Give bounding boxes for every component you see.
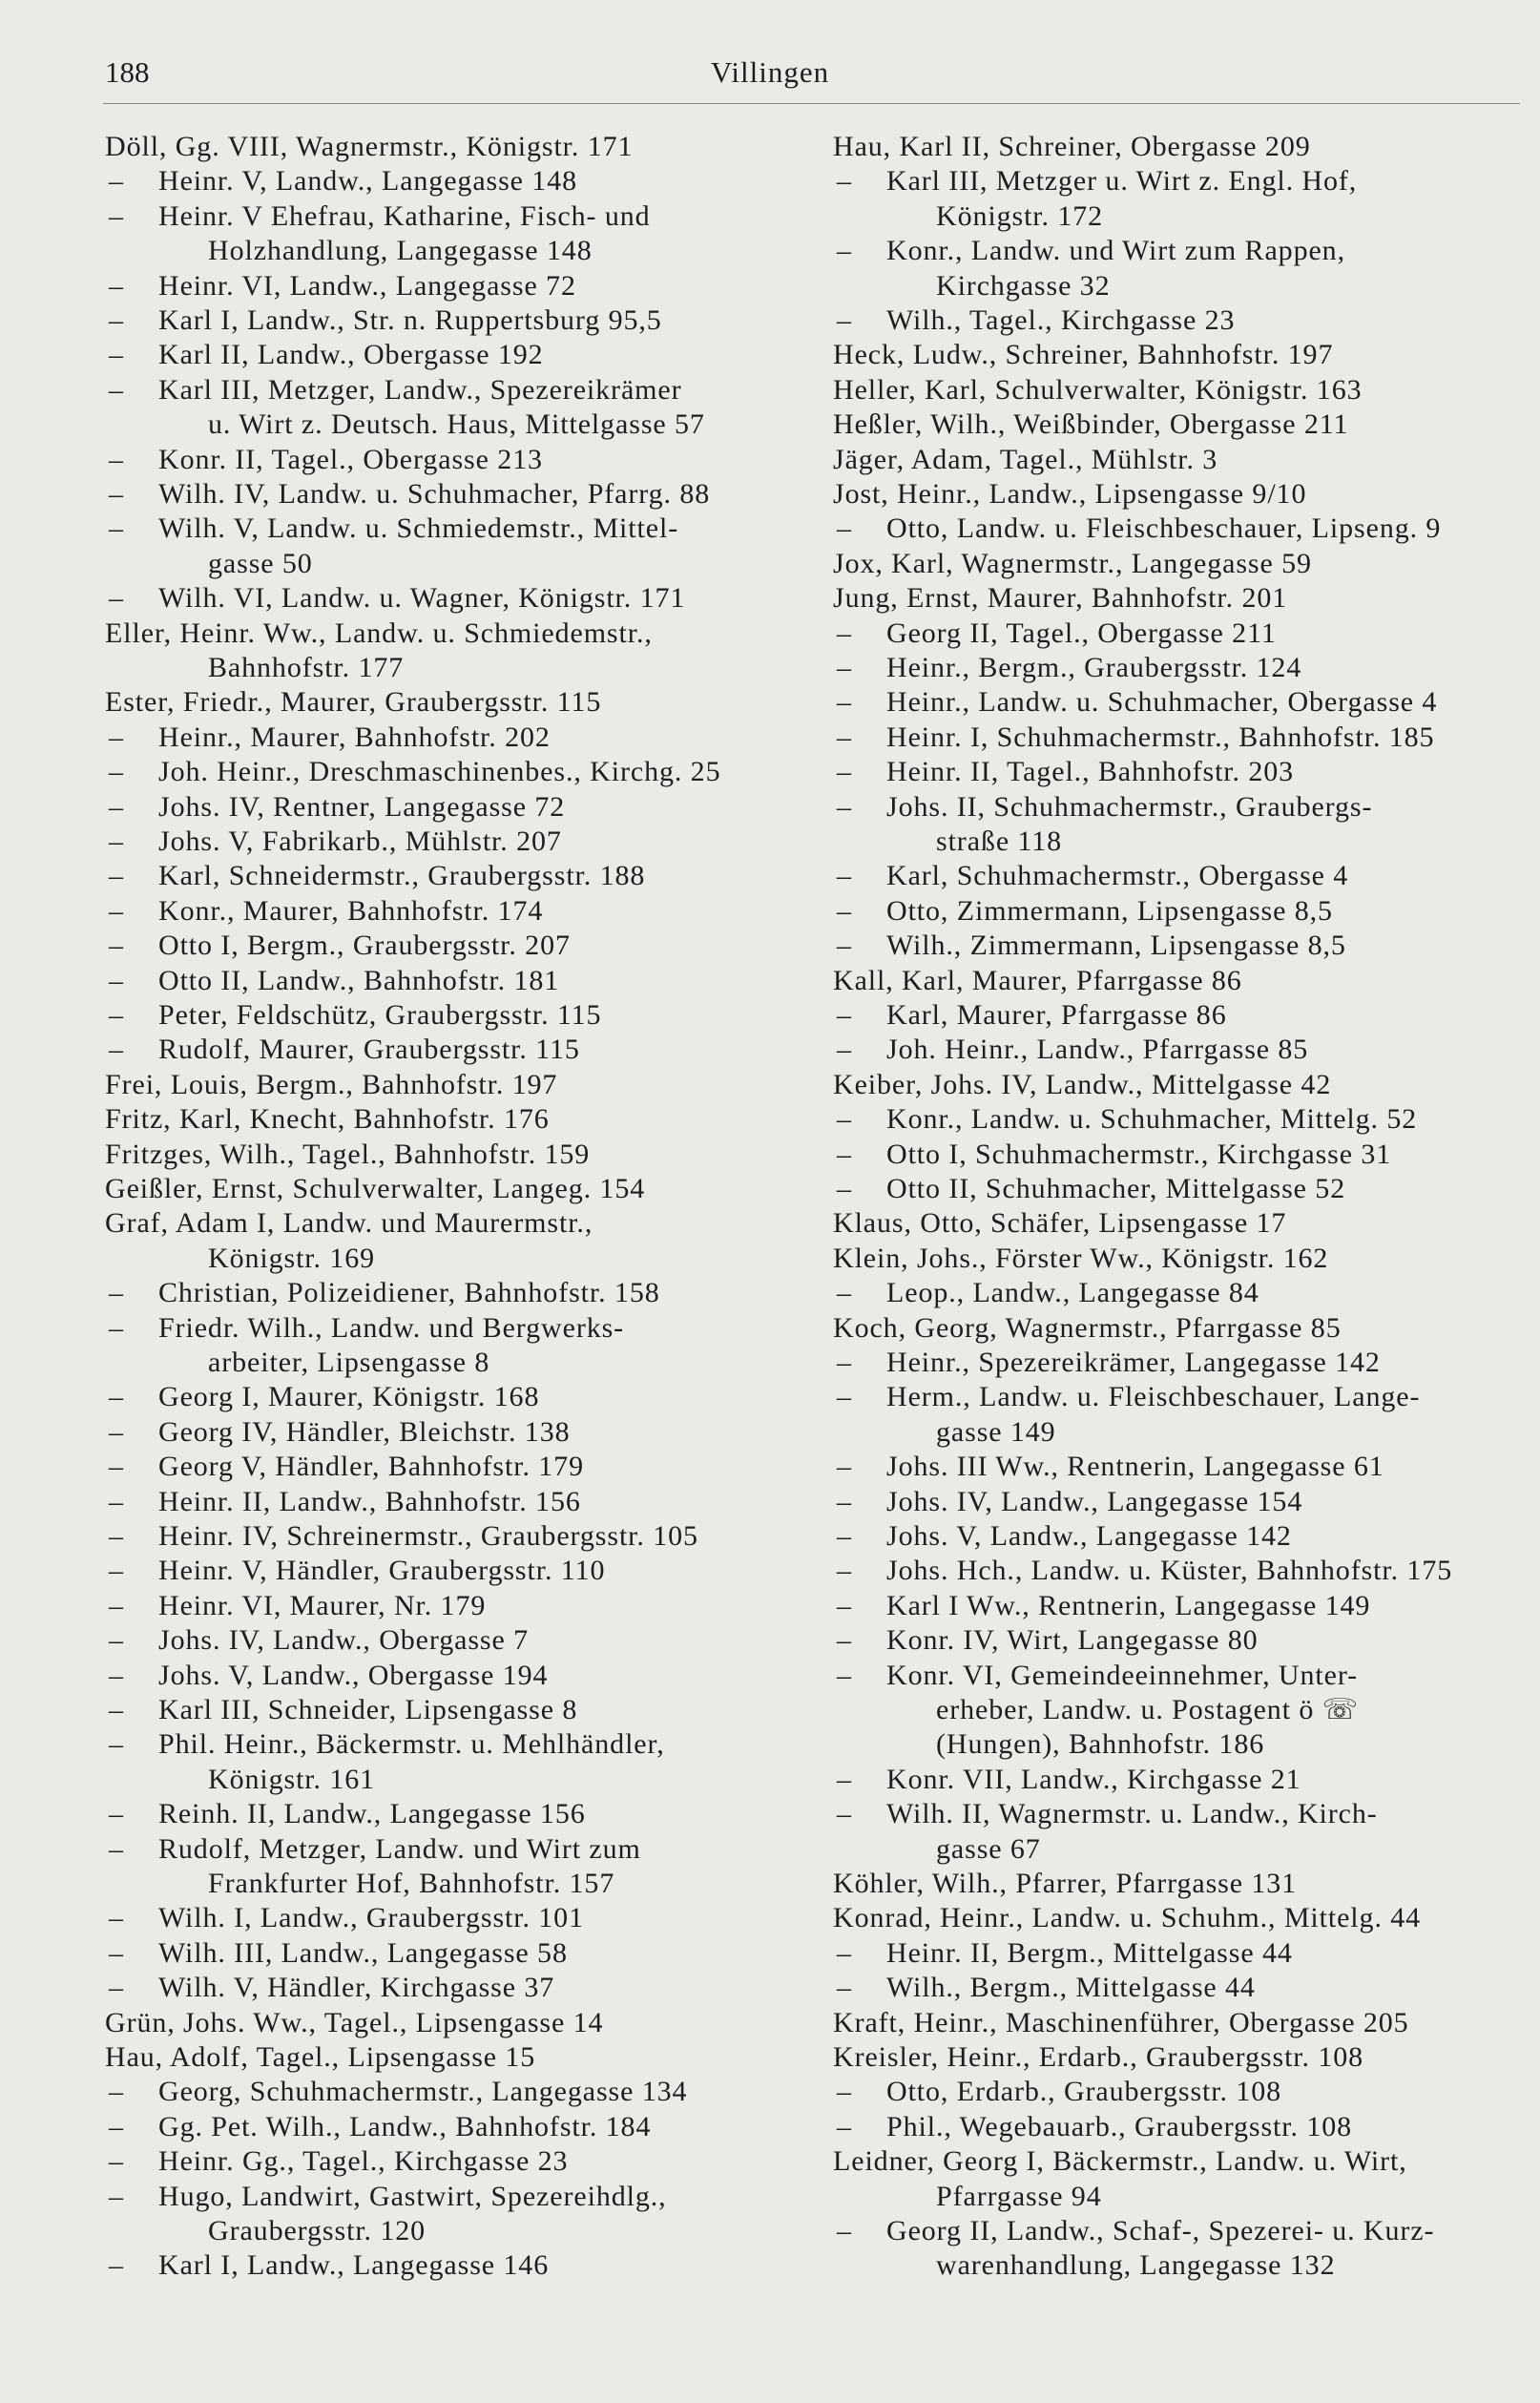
directory-subentry: Otto I, Bergm., Graubergsstr. 207 bbox=[158, 930, 571, 962]
directory-subentry: Wilh. III, Landw., Langegasse 58 bbox=[158, 1936, 568, 1969]
entry-continuation: gasse 50 bbox=[208, 547, 313, 579]
ditto-dash: – bbox=[109, 1589, 124, 1621]
directory-subentry: Heinr. II, Bergm., Mittelgasse 44 bbox=[886, 1936, 1293, 1969]
ditto-dash: – bbox=[837, 1034, 852, 1066]
directory-subentry: Joh. Heinr., Dreschmaschinenbes., Kirchg. 25 bbox=[158, 756, 721, 788]
directory-subentry: Heinr. II, Landw., Bahnhofstr. 156 bbox=[158, 1485, 581, 1517]
ditto-dash: – bbox=[109, 2180, 124, 2212]
directory-subentry: Heinr. II, Tagel., Bahnhofstr. 203 bbox=[886, 756, 1295, 788]
ditto-dash: – bbox=[837, 721, 852, 753]
ditto-dash: – bbox=[109, 1832, 124, 1865]
ditto-dash: – bbox=[837, 1798, 852, 1830]
ditto-dash: – bbox=[837, 165, 852, 198]
directory-entry: Kall, Karl, Maurer, Pfarrgasse 86 bbox=[833, 964, 1242, 996]
entry-continuation: Frankfurter Hof, Bahnhofstr. 157 bbox=[208, 1868, 615, 1899]
ditto-dash: – bbox=[837, 304, 852, 336]
ditto-dash: – bbox=[109, 512, 124, 545]
directory-subentry: Otto, Erdarb., Graubergsstr. 108 bbox=[886, 2076, 1282, 2108]
directory-subentry: Joh. Heinr., Landw., Pfarrgasse 85 bbox=[886, 1034, 1309, 1066]
entry-continuation: Graubergsstr. 120 bbox=[208, 2215, 427, 2246]
directory-subentry: Johs. IV, Rentner, Langegasse 72 bbox=[158, 790, 566, 823]
entry-continuation: Holzhandlung, Langegasse 148 bbox=[208, 235, 593, 267]
directory-entry: Frei, Louis, Bergm., Bahnhofstr. 197 bbox=[105, 1068, 558, 1100]
ditto-dash: – bbox=[837, 2110, 852, 2142]
entry-continuation: Pfarrgasse 94 bbox=[936, 2180, 1102, 2212]
ditto-dash: – bbox=[109, 1902, 124, 1934]
directory-subentry: Otto, Zimmermann, Lipsengasse 8,5 bbox=[886, 894, 1333, 927]
ditto-dash: – bbox=[109, 1381, 124, 1413]
ditto-dash: – bbox=[837, 1381, 852, 1413]
directory-subentry: Wilh. V, Landw. u. Schmiedemstr., Mittel- bbox=[158, 512, 679, 545]
ditto-dash: – bbox=[837, 1138, 852, 1170]
directory-entry: Fritzges, Wilh., Tagel., Bahnhofstr. 159 bbox=[105, 1138, 591, 1170]
directory-subentry: Johs. V, Fabrikarb., Mühlstr. 207 bbox=[158, 825, 562, 857]
directory-subentry: Karl, Schneidermstr., Graubergsstr. 188 bbox=[158, 860, 646, 892]
ditto-dash: – bbox=[109, 443, 124, 475]
ditto-dash: – bbox=[109, 1451, 124, 1483]
ditto-dash: – bbox=[837, 860, 852, 892]
directory-subentry: Karl II, Landw., Obergasse 192 bbox=[158, 339, 544, 371]
directory-subentry: Karl, Schuhmachermstr., Obergasse 4 bbox=[886, 860, 1349, 892]
directory-subentry: Phil. Heinr., Bäckermstr. u. Mehlhändler, bbox=[158, 1728, 665, 1761]
ditto-dash: – bbox=[837, 999, 852, 1031]
page-title: Villingen bbox=[710, 55, 830, 89]
directory-subentry: Gg. Pet. Wilh., Landw., Bahnhofstr. 184 bbox=[158, 2110, 652, 2142]
ditto-dash: – bbox=[109, 478, 124, 510]
directory-subentry: Phil., Wegebauarb., Graubergsstr. 108 bbox=[886, 2110, 1353, 2142]
directory-subentry: Georg II, Landw., Schaf-, Spezerei- u. Kurz- bbox=[886, 2215, 1435, 2246]
directory-entry: Jost, Heinr., Landw., Lipsengasse 9/10 bbox=[833, 478, 1307, 510]
ditto-dash: – bbox=[109, 165, 124, 198]
directory-entry: Koch, Georg, Wagnermstr., Pfarrgasse 85 bbox=[833, 1311, 1342, 1344]
directory-subentry: Konr., Landw. u. Schuhmacher, Mittelg. 52 bbox=[886, 1103, 1418, 1136]
ditto-dash: – bbox=[837, 2215, 852, 2246]
ditto-dash: – bbox=[837, 512, 852, 545]
directory-entry: Keiber, Johs. IV, Landw., Mittelgasse 42 bbox=[833, 1068, 1332, 1100]
directory-subentry: Heinr. VI, Landw., Langegasse 72 bbox=[158, 269, 576, 302]
ditto-dash: – bbox=[109, 721, 124, 753]
directory-subentry: Heinr. V, Landw., Langegasse 148 bbox=[158, 165, 577, 198]
directory-subentry: Johs. IV, Landw., Langegasse 154 bbox=[886, 1485, 1303, 1517]
directory-subentry: Heinr. IV, Schreinermstr., Graubergsstr. 105 bbox=[158, 1520, 698, 1552]
directory-subentry: Wilh., Bergm., Mittelgasse 44 bbox=[886, 1972, 1256, 2004]
ditto-dash: – bbox=[109, 930, 124, 962]
ditto-dash: – bbox=[837, 1589, 852, 1621]
ditto-dash: – bbox=[109, 1694, 124, 1725]
ditto-dash: – bbox=[109, 790, 124, 823]
directory-subentry: Konr., Maurer, Bahnhofstr. 174 bbox=[158, 894, 544, 927]
entry-continuation: gasse 149 bbox=[936, 1415, 1056, 1448]
directory-subentry: Reinh. II, Landw., Langegasse 156 bbox=[158, 1798, 586, 1830]
directory-subentry: Georg, Schuhmachermstr., Langegasse 134 bbox=[158, 2076, 688, 2108]
directory-subentry: Johs. II, Schuhmachermstr., Graubergs- bbox=[886, 790, 1373, 823]
entry-continuation: (Hungen), Bahnhofstr. 186 bbox=[936, 1728, 1265, 1761]
directory-subentry: Konr. IV, Wirt, Langegasse 80 bbox=[886, 1624, 1259, 1657]
directory-subentry: Georg II, Tagel., Obergasse 211 bbox=[886, 616, 1277, 649]
directory-subentry: Herm., Landw. u. Fleischbeschauer, Lange- bbox=[886, 1381, 1421, 1413]
directory-entry: Döll, Gg. VIII, Wagnermstr., Königstr. 171 bbox=[105, 131, 634, 162]
entry-continuation: straße 118 bbox=[936, 825, 1063, 857]
ditto-dash: – bbox=[109, 1520, 124, 1552]
entry-continuation: arbeiter, Lipsengasse 8 bbox=[208, 1347, 490, 1378]
ditto-dash: – bbox=[837, 235, 852, 267]
directory-entry: Klaus, Otto, Schäfer, Lipsengasse 17 bbox=[833, 1207, 1287, 1240]
ditto-dash: – bbox=[837, 894, 852, 927]
ditto-dash: – bbox=[109, 339, 124, 371]
entry-continuation: u. Wirt z. Deutsch. Haus, Mittelgasse 57 bbox=[208, 408, 705, 441]
ditto-dash: – bbox=[109, 860, 124, 892]
ditto-dash: – bbox=[837, 1103, 852, 1136]
header-rule bbox=[103, 103, 1520, 104]
directory-entry: Kreisler, Heinr., Erdarb., Graubergsstr. 108 bbox=[833, 2041, 1364, 2073]
directory-subentry: Heinr. V, Händler, Graubergsstr. 110 bbox=[158, 1555, 606, 1587]
entry-continuation: erheber, Landw. u. Postagent ö ☏ bbox=[936, 1694, 1360, 1725]
directory-subentry: Johs. III Ww., Rentnerin, Langegasse 61 bbox=[886, 1451, 1384, 1483]
directory-entry: Heßler, Wilh., Weißbinder, Obergasse 211 bbox=[833, 408, 1349, 441]
directory-subentry: Johs. IV, Landw., Obergasse 7 bbox=[158, 1624, 530, 1657]
directory-subentry: Heinr., Maurer, Bahnhofstr. 202 bbox=[158, 721, 551, 753]
directory-subentry: Konr. II, Tagel., Obergasse 213 bbox=[158, 443, 543, 475]
directory-subentry: Wilh. II, Wagnermstr. u. Landw., Kirch- bbox=[886, 1798, 1378, 1830]
ditto-dash: – bbox=[837, 1659, 852, 1691]
directory-entry: Heck, Ludw., Schreiner, Bahnhofstr. 197 bbox=[833, 339, 1334, 371]
directory-subentry: Georg V, Händler, Bahnhofstr. 179 bbox=[158, 1451, 584, 1483]
directory-subentry: Johs. V, Landw., Obergasse 194 bbox=[158, 1659, 549, 1691]
ditto-dash: – bbox=[837, 1936, 852, 1969]
ditto-dash: – bbox=[837, 1972, 852, 2004]
entry-continuation: Bahnhofstr. 177 bbox=[208, 652, 405, 683]
directory-entry: Kraft, Heinr., Maschinenführer, Obergasse 205 bbox=[833, 2006, 1409, 2038]
ditto-dash: – bbox=[109, 373, 124, 406]
ditto-dash: – bbox=[837, 1173, 852, 1204]
ditto-dash: – bbox=[109, 1624, 124, 1657]
entry-continuation: gasse 67 bbox=[936, 1832, 1041, 1865]
directory-entry: Geißler, Ernst, Schulverwalter, Langeg. 154 bbox=[105, 1173, 646, 1204]
directory-subentry: Peter, Feldschütz, Graubergsstr. 115 bbox=[158, 999, 602, 1031]
ditto-dash: – bbox=[837, 616, 852, 649]
ditto-dash: – bbox=[109, 1728, 124, 1761]
entry-continuation: Königstr. 161 bbox=[208, 1763, 376, 1795]
directory-subentry: Georg I, Maurer, Königstr. 168 bbox=[158, 1381, 540, 1413]
directory-subentry: Heinr. I, Schuhmachermstr., Bahnhofstr. 185 bbox=[886, 721, 1435, 753]
directory-subentry: Johs. Hch., Landw. u. Küster, Bahnhofstr. 175 bbox=[886, 1555, 1453, 1587]
directory-subentry: Otto II, Landw., Bahnhofstr. 181 bbox=[158, 964, 560, 996]
ditto-dash: – bbox=[109, 1972, 124, 2004]
directory-entry: Eller, Heinr. Ww., Landw. u. Schmiedemstr., bbox=[105, 616, 653, 649]
ditto-dash: – bbox=[837, 1277, 852, 1309]
directory-entry: Konrad, Heinr., Landw. u. Schuhm., Mittelg. 44 bbox=[833, 1902, 1422, 1934]
ditto-dash: – bbox=[109, 894, 124, 927]
directory-subentry: Karl I Ww., Rentnerin, Langegasse 149 bbox=[886, 1589, 1371, 1621]
ditto-dash: – bbox=[837, 1763, 852, 1795]
directory-entry: Jox, Karl, Wagnermstr., Langegasse 59 bbox=[833, 547, 1312, 579]
ditto-dash: – bbox=[109, 304, 124, 336]
ditto-dash: – bbox=[109, 756, 124, 788]
directory-entry: Graf, Adam I, Landw. und Maurermstr., bbox=[105, 1207, 593, 1240]
directory-entry: Hau, Karl II, Schreiner, Obergasse 209 bbox=[833, 131, 1311, 162]
directory-subentry: Heinr., Bergm., Graubergsstr. 124 bbox=[886, 652, 1302, 683]
directory-subentry: Karl, Maurer, Pfarrgasse 86 bbox=[886, 999, 1227, 1031]
ditto-dash: – bbox=[109, 825, 124, 857]
directory-subentry: Johs. V, Landw., Langegasse 142 bbox=[886, 1520, 1292, 1552]
directory-subentry: Rudolf, Metzger, Landw. und Wirt zum bbox=[158, 1832, 641, 1865]
directory-entry: Ester, Friedr., Maurer, Graubergsstr. 115 bbox=[105, 686, 602, 719]
ditto-dash: – bbox=[837, 2076, 852, 2108]
ditto-dash: – bbox=[109, 1659, 124, 1691]
ditto-dash: – bbox=[837, 1555, 852, 1587]
ditto-dash: – bbox=[109, 1034, 124, 1066]
entry-continuation: Königstr. 169 bbox=[208, 1242, 376, 1274]
directory-subentry: Friedr. Wilh., Landw. und Bergwerks- bbox=[158, 1311, 625, 1344]
directory-subentry: Georg IV, Händler, Bleichstr. 138 bbox=[158, 1415, 571, 1448]
directory-subentry: Heinr., Landw. u. Schuhmacher, Obergasse 4 bbox=[886, 686, 1438, 719]
directory-subentry: Christian, Polizeidiener, Bahnhofstr. 158 bbox=[158, 1277, 660, 1309]
directory-subentry: Wilh. I, Landw., Graubergsstr. 101 bbox=[158, 1902, 584, 1934]
directory-entry: Hau, Adolf, Tagel., Lipsengasse 15 bbox=[105, 2041, 536, 2073]
ditto-dash: – bbox=[837, 930, 852, 962]
directory-subentry: Konr. VI, Gemeindeeinnehmer, Unter- bbox=[886, 1659, 1358, 1691]
ditto-dash: – bbox=[109, 2145, 124, 2178]
ditto-dash: – bbox=[109, 1555, 124, 1587]
ditto-dash: – bbox=[837, 1485, 852, 1517]
directory-subentry: Hugo, Landwirt, Gastwirt, Spezereihdlg., bbox=[158, 2180, 667, 2212]
directory-subentry: Heinr. VI, Maurer, Nr. 179 bbox=[158, 1589, 487, 1621]
directory-subentry: Konr., Landw. und Wirt zum Rappen, bbox=[886, 235, 1345, 267]
directory-subentry: Karl I, Landw., Langegasse 146 bbox=[158, 2249, 550, 2282]
ditto-dash: – bbox=[109, 269, 124, 302]
ditto-dash: – bbox=[109, 199, 124, 232]
directory-entry: Köhler, Wilh., Pfarrer, Pfarrgasse 131 bbox=[833, 1868, 1298, 1899]
directory-subentry: Karl I, Landw., Str. n. Ruppertsburg 95,5 bbox=[158, 304, 662, 336]
ditto-dash: – bbox=[837, 790, 852, 823]
ditto-dash: – bbox=[109, 1485, 124, 1517]
entry-continuation: Königstr. 172 bbox=[936, 199, 1104, 232]
directory-subentry: Wilh. V, Händler, Kirchgasse 37 bbox=[158, 1972, 555, 2004]
page-number: 188 bbox=[105, 55, 150, 89]
directory-entry: Leidner, Georg I, Bäckermstr., Landw. u. Wirt, bbox=[833, 2145, 1407, 2178]
ditto-dash: – bbox=[837, 1347, 852, 1378]
directory-subentry: Karl III, Metzger, Landw., Spezereikrämer bbox=[158, 373, 682, 406]
ditto-dash: – bbox=[109, 964, 124, 996]
ditto-dash: – bbox=[109, 1936, 124, 1969]
directory-subentry: Heinr. Gg., Tagel., Kirchgasse 23 bbox=[158, 2145, 569, 2178]
directory-subentry: Leop., Landw., Langegasse 84 bbox=[886, 1277, 1259, 1309]
ditto-dash: – bbox=[109, 1415, 124, 1448]
ditto-dash: – bbox=[837, 1520, 852, 1552]
directory-subentry: Otto, Landw. u. Fleischbeschauer, Lipseng. 9 bbox=[886, 512, 1442, 545]
ditto-dash: – bbox=[837, 1451, 852, 1483]
directory-entry: Heller, Karl, Schulverwalter, Königstr. 163 bbox=[833, 373, 1363, 406]
directory-subentry: Heinr. V Ehefrau, Katharine, Fisch- und bbox=[158, 199, 651, 232]
directory-subentry: Karl III, Metzger u. Wirt z. Engl. Hof, bbox=[886, 165, 1358, 198]
directory-entry: Grün, Johs. Ww., Tagel., Lipsengasse 14 bbox=[105, 2006, 604, 2038]
directory-subentry: Wilh., Tagel., Kirchgasse 23 bbox=[886, 304, 1236, 336]
ditto-dash: – bbox=[837, 652, 852, 683]
ditto-dash: – bbox=[109, 999, 124, 1031]
entry-continuation: warenhandlung, Langegasse 132 bbox=[936, 2249, 1336, 2282]
directory-subentry: Wilh. VI, Landw. u. Wagner, Königstr. 171 bbox=[158, 582, 686, 615]
directory-subentry: Otto II, Schuhmacher, Mittelgasse 52 bbox=[886, 1173, 1346, 1204]
entry-continuation: Kirchgasse 32 bbox=[936, 269, 1111, 302]
directory-entry: Jäger, Adam, Tagel., Mühlstr. 3 bbox=[833, 443, 1218, 475]
directory-subentry: Otto I, Schuhmachermstr., Kirchgasse 31 bbox=[886, 1138, 1392, 1170]
ditto-dash: – bbox=[109, 2249, 124, 2282]
ditto-dash: – bbox=[109, 582, 124, 615]
directory-subentry: Wilh. IV, Landw. u. Schuhmacher, Pfarrg. 88 bbox=[158, 478, 711, 510]
directory-entry: Klein, Johs., Förster Ww., Königstr. 162 bbox=[833, 1242, 1329, 1274]
ditto-dash: – bbox=[109, 1277, 124, 1309]
directory-subentry: Karl III, Schneider, Lipsengasse 8 bbox=[158, 1694, 578, 1725]
directory-entry: Jung, Ernst, Maurer, Bahnhofstr. 201 bbox=[833, 582, 1288, 615]
ditto-dash: – bbox=[837, 1624, 852, 1657]
ditto-dash: – bbox=[837, 756, 852, 788]
ditto-dash: – bbox=[109, 1798, 124, 1830]
directory-entry: Fritz, Karl, Knecht, Bahnhofstr. 176 bbox=[105, 1103, 550, 1136]
directory-subentry: Konr. VII, Landw., Kirchgasse 21 bbox=[886, 1763, 1301, 1795]
directory-subentry: Wilh., Zimmermann, Lipsengasse 8,5 bbox=[886, 930, 1346, 962]
ditto-dash: – bbox=[837, 686, 852, 719]
ditto-dash: – bbox=[109, 2076, 124, 2108]
ditto-dash: – bbox=[109, 2110, 124, 2142]
directory-subentry: Rudolf, Maurer, Graubergsstr. 115 bbox=[158, 1034, 580, 1066]
ditto-dash: – bbox=[109, 1311, 124, 1344]
directory-subentry: Heinr., Spezereikrämer, Langegasse 142 bbox=[886, 1347, 1381, 1378]
